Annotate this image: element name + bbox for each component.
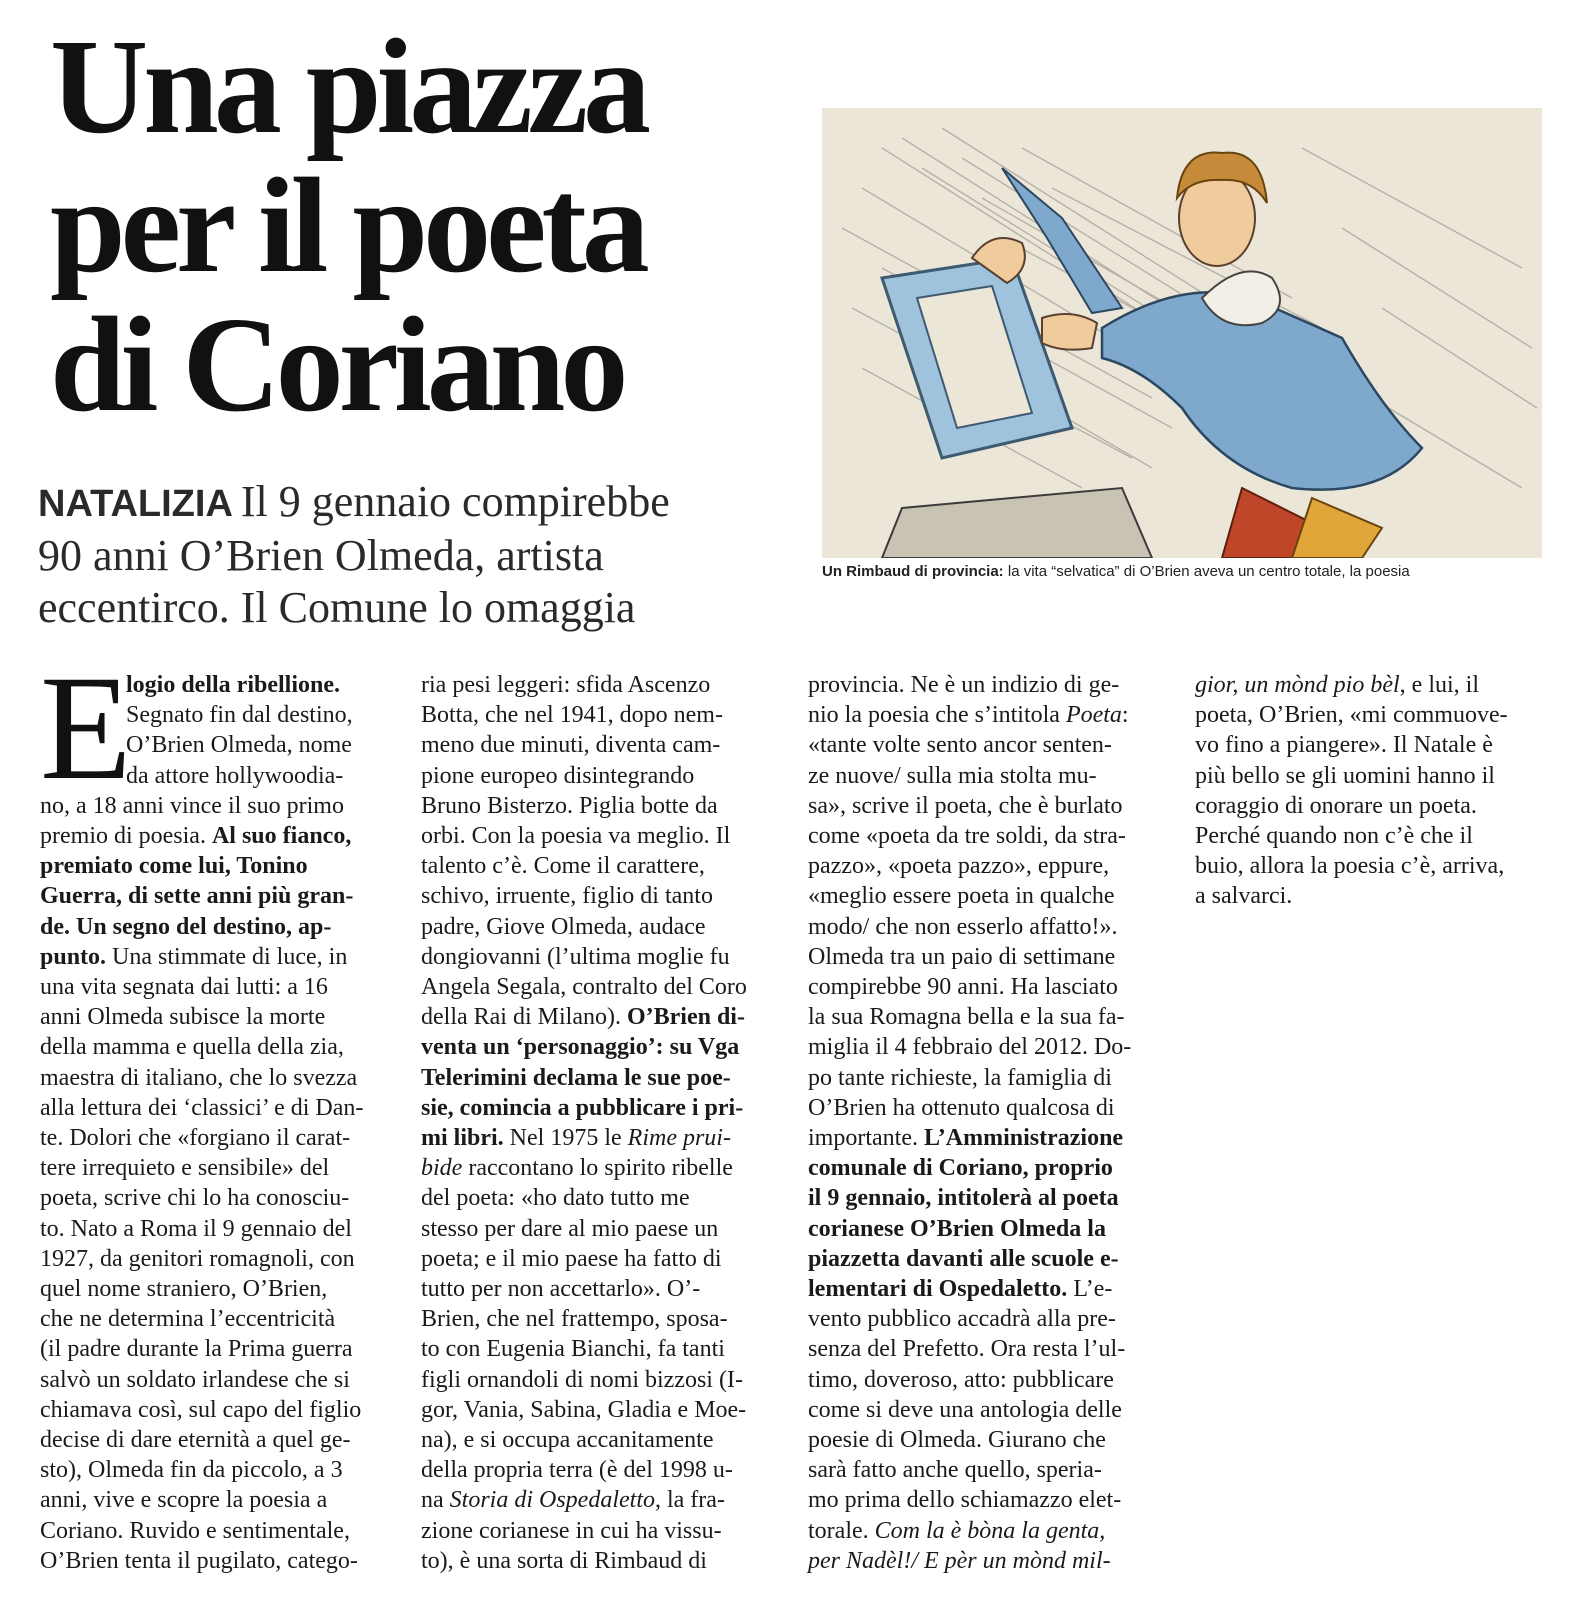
- text: poeta, scrive chi lo ha conosciu-: [40, 1185, 350, 1212]
- text: timo, doveroso, atto: pubblicare: [808, 1366, 1114, 1393]
- article-line: [421, 670, 763, 700]
- article-line: [40, 1546, 382, 1576]
- text: miglia il 4 febbraio del 2012. Do-: [808, 1034, 1132, 1061]
- article-line: [1195, 730, 1537, 760]
- article-line: [40, 881, 382, 911]
- text: tere irrequieto e sensibile» del: [40, 1155, 330, 1182]
- article-column-2: [421, 670, 763, 1576]
- text: una vita segnata dai lutti: a 16: [40, 974, 328, 1001]
- text: ze nuove/ sulla mia stolta mu-: [808, 762, 1097, 789]
- text: 1927, da genitori romagnoli, con: [40, 1245, 355, 1272]
- headline-line: Una piazza: [50, 12, 646, 162]
- article-line: [1195, 700, 1537, 730]
- text: tutto per non accettarlo». O’-: [421, 1276, 701, 1303]
- article-line: [421, 1183, 763, 1213]
- text: quel nome straniero, O’Brien,: [40, 1276, 328, 1303]
- article-line: [40, 1123, 382, 1153]
- article-line: [40, 1425, 382, 1455]
- text: Una stimmate di luce, in: [106, 943, 348, 970]
- article-line: [40, 1244, 382, 1274]
- article-line: [808, 1153, 1150, 1183]
- text: pazzo», «poeta pazzo», eppure,: [808, 853, 1110, 880]
- text: premio di poesia.: [40, 823, 212, 850]
- text: , la fra-: [654, 1487, 725, 1514]
- article-line: [808, 791, 1150, 821]
- article-line: [40, 912, 382, 942]
- bold-text: venta un ‘personaggio’: su Vga: [421, 1034, 740, 1061]
- text: chiamava così, sul capo del figlio: [40, 1396, 362, 1423]
- article-line: [421, 700, 763, 730]
- article-line: [808, 1183, 1150, 1213]
- article-line: [40, 1485, 382, 1515]
- article-line: [808, 1032, 1150, 1062]
- article-line: [421, 791, 763, 821]
- article-line: [808, 1093, 1150, 1123]
- article-line: [421, 1425, 763, 1455]
- rimbaud-illustration-icon: [822, 108, 1542, 558]
- article-line: [808, 1455, 1150, 1485]
- text: , e lui, il: [1399, 672, 1479, 698]
- text: mo prima dello schiamazzo elet-: [808, 1487, 1122, 1514]
- text: gor, Vania, Sabina, Gladia e Moe-: [421, 1396, 747, 1423]
- article-line: [808, 972, 1150, 1002]
- article-line: [808, 1214, 1150, 1244]
- text: come «poeta da tre soldi, da stra-: [808, 823, 1126, 850]
- article-line: [40, 761, 382, 791]
- text: «meglio essere poeta in qualche: [808, 883, 1115, 910]
- text: senza del Prefetto. Ora resta l’ul-: [808, 1336, 1126, 1363]
- text: Brien, che nel frattempo, sposa-: [421, 1306, 728, 1333]
- article-line: [421, 1395, 763, 1425]
- text: alla lettura dei ‘classici’ e di Dan-: [40, 1094, 364, 1121]
- text: na), e si occupa accanitamente: [421, 1427, 714, 1454]
- text: provincia. Ne è un indizio di ge-: [808, 672, 1120, 698]
- article-line: [40, 821, 382, 851]
- subhead-text: Il 9 gennaio compirebbe: [240, 477, 670, 526]
- article-line: [421, 851, 763, 881]
- text: la sua Romagna bella e la sua fa-: [808, 1004, 1125, 1031]
- text: anni, vive e scopre la poesia a: [40, 1487, 328, 1514]
- italic-text: Poeta: [1065, 702, 1122, 729]
- kicker: NATALIZIA: [38, 483, 233, 525]
- bold-text: punto.: [40, 943, 107, 970]
- article-line: [421, 1485, 763, 1515]
- article-line: [808, 881, 1150, 911]
- text: modo/ che non esserlo affatto!».: [808, 913, 1118, 940]
- article-line: [40, 1304, 382, 1334]
- bold-text: il 9 gennaio, intitolerà al poeta: [808, 1185, 1119, 1212]
- bold-text: sie, comincia a pubblicare i pri-: [421, 1094, 744, 1121]
- article-line: [40, 1063, 382, 1093]
- bold-text: logio della ribellione.: [126, 672, 340, 698]
- italic-text: Storia di Ospedaletto: [449, 1487, 655, 1514]
- article-line: [421, 821, 763, 851]
- subhead-line: eccentirco. Il Comune lo omaggia: [38, 583, 636, 632]
- italic-text: bide: [421, 1155, 463, 1182]
- text: anni Olmeda subisce la morte: [40, 1004, 326, 1031]
- text: Bruno Bisterzo. Piglia botte da: [421, 792, 718, 819]
- text: della Rai di Milano).: [421, 1004, 627, 1031]
- bold-text: O’Brien di-: [626, 1004, 745, 1031]
- article-line: [421, 1093, 763, 1123]
- article-line: [40, 700, 382, 730]
- article-line: [1195, 791, 1537, 821]
- text: a salvarci.: [1195, 883, 1293, 910]
- text: decise di dare eternità a quel ge-: [40, 1427, 351, 1454]
- article-line: [40, 851, 382, 881]
- subhead-line: [38, 476, 778, 530]
- bold-text: premiato come lui, Tonino: [40, 853, 308, 880]
- article-line: [40, 730, 382, 760]
- text: (il padre durante la Prima guerra: [40, 1336, 353, 1363]
- article-line: [40, 972, 382, 1002]
- text: Perché quando non c’è che il: [1195, 823, 1473, 850]
- bold-text: corianese O’Brien Olmeda la: [808, 1215, 1106, 1242]
- article-line: [40, 1274, 382, 1304]
- article-line: [40, 1002, 382, 1032]
- text: «tante volte sento ancor senten-: [808, 732, 1112, 759]
- article-line: [808, 730, 1150, 760]
- text: sarà fatto anche quello, speria-: [808, 1457, 1102, 1484]
- bold-text: Telerimini declama le sue poe-: [421, 1064, 731, 1091]
- article-line: [808, 1244, 1150, 1274]
- article-line: [808, 1063, 1150, 1093]
- article-line: [1195, 821, 1537, 851]
- text: dongiovanni (l’ultima moglie fu: [421, 943, 730, 970]
- italic-text: Com la è bòna la genta,: [874, 1517, 1106, 1544]
- article-line: [421, 730, 763, 760]
- caption-bold: Un Rimbaud di provincia:: [822, 563, 1004, 580]
- article-line: [1195, 761, 1537, 791]
- bold-text: L’Amministrazione: [923, 1125, 1124, 1152]
- text: te. Dolori che «forgiano il carat-: [40, 1125, 351, 1152]
- article-line: [421, 942, 763, 972]
- article-line: [421, 1274, 763, 1304]
- text: po tante richieste, la famiglia di: [808, 1064, 1112, 1091]
- article-line: [808, 1002, 1150, 1032]
- article-line: [421, 1365, 763, 1395]
- article-line: [808, 1485, 1150, 1515]
- text: O’Brien tenta il pugilato, catego-: [40, 1547, 358, 1574]
- subhead-line: 90 anni O’Brien Olmeda, artista: [38, 531, 604, 580]
- bold-text: lementari di Ospedaletto.: [808, 1276, 1068, 1303]
- text: salvò un soldato irlandese che si: [40, 1366, 350, 1393]
- article-line: [40, 791, 382, 821]
- text: coraggio di onorare un poeta.: [1195, 792, 1477, 819]
- text: talento c’è. Come il carattere,: [421, 853, 705, 880]
- article-line: [40, 942, 382, 972]
- article-line: [421, 1516, 763, 1546]
- bold-text: piazzetta davanti alle scuole e-: [808, 1245, 1119, 1272]
- bold-text: Al suo fianco,: [211, 823, 352, 850]
- text: to. Nato a Roma il 9 gennaio del: [40, 1215, 352, 1242]
- bold-text: comunale di Coriano, proprio: [808, 1155, 1113, 1182]
- text: compirebbe 90 anni. Ha lasciato: [808, 974, 1118, 1001]
- article-line: [421, 1032, 763, 1062]
- text: sa», scrive il poeta, che è burlato: [808, 792, 1123, 819]
- article-line: [40, 1214, 382, 1244]
- article-column-1: [40, 645, 382, 1576]
- text: na: [421, 1487, 450, 1514]
- article-line: [421, 1334, 763, 1364]
- article-line: [40, 1395, 382, 1425]
- article-line: [808, 851, 1150, 881]
- text: padre, Giove Olmeda, audace: [421, 913, 706, 940]
- text: Coriano. Ruvido e sentimentale,: [40, 1517, 350, 1544]
- text: stesso per dare al mio paese un: [421, 1215, 719, 1242]
- text: più bello se gli uomini hanno il: [1195, 762, 1495, 789]
- text: vento pubblico accadrà alla pre-: [808, 1306, 1116, 1333]
- text: no, a 18 anni vince il suo primo: [40, 792, 344, 819]
- article-line: [1195, 670, 1537, 700]
- article-line: [808, 912, 1150, 942]
- text: che ne determina l’eccentricità: [40, 1306, 336, 1333]
- text: to con Eugenia Bianchi, fa tanti: [421, 1336, 725, 1363]
- article-line: [40, 1032, 382, 1062]
- article-line: [421, 761, 763, 791]
- text: :: [1121, 702, 1129, 729]
- italic-text: Rime prui-: [627, 1125, 731, 1152]
- text: raccontano lo spirito ribelle: [462, 1155, 733, 1182]
- text: nio la poesia che s’intitola: [808, 702, 1066, 729]
- text: poeta; e il mio paese ha fatto di: [421, 1245, 722, 1272]
- text: O’Brien Olmeda, nome: [126, 732, 352, 759]
- text: Segnato fin dal destino,: [126, 702, 353, 729]
- article-line: [421, 912, 763, 942]
- article-line: [40, 670, 382, 700]
- text: zione corianese in cui ha vissu-: [421, 1517, 722, 1544]
- article-line: [421, 1123, 763, 1153]
- article-column-4: [1195, 670, 1537, 912]
- text: sto), Olmeda fin da piccolo, a 3: [40, 1457, 343, 1484]
- text: figli ornandoli di nomi bizzosi (I-: [421, 1366, 743, 1393]
- article-line: [808, 700, 1150, 730]
- text: schivo, irruente, figlio di tanto: [421, 883, 713, 910]
- article-line: [808, 1334, 1150, 1364]
- text: O’Brien ha ottenuto qualcosa di: [808, 1094, 1115, 1121]
- article-column-3: [808, 670, 1150, 1576]
- article-line: [40, 1455, 382, 1485]
- text: della propria terra (è del 1998 u-: [421, 1457, 733, 1484]
- text: maestra di italiano, che lo svezza: [40, 1064, 358, 1091]
- text: Botta, che nel 1941, dopo nem-: [421, 702, 723, 729]
- text: poeta, O’Brien, «mi commuove-: [1195, 702, 1508, 729]
- article-line: [421, 1304, 763, 1334]
- text: importante.: [808, 1125, 924, 1152]
- bold-text: de. Un segno del destino, ap-: [40, 913, 332, 940]
- subhead: [38, 476, 778, 634]
- article-line: [808, 1365, 1150, 1395]
- article-line: [421, 1063, 763, 1093]
- text: torale.: [808, 1517, 875, 1544]
- article-line: [808, 1123, 1150, 1153]
- text: to), è una sorta di Rimbaud di: [421, 1547, 707, 1574]
- article-line: [40, 1183, 382, 1213]
- text: Nel 1975 le: [503, 1125, 628, 1152]
- article-line: [421, 972, 763, 1002]
- article-line: [421, 1214, 763, 1244]
- text: L’e-: [1067, 1276, 1113, 1303]
- article-line: [421, 1153, 763, 1183]
- text: da attore hollywoodia-: [126, 762, 344, 789]
- text: buio, allora la poesia c’è, arriva,: [1195, 853, 1505, 880]
- article-line: [808, 1304, 1150, 1334]
- text: poesie di Olmeda. Giurano che: [808, 1427, 1106, 1454]
- article-line: [421, 1002, 763, 1032]
- bold-text: mi libri.: [421, 1125, 504, 1152]
- article-line: [40, 1365, 382, 1395]
- text: ria pesi leggeri: sfida Ascenzo: [421, 672, 711, 698]
- article-line: [421, 1455, 763, 1485]
- text: del poeta: «ho dato tutto me: [421, 1185, 690, 1212]
- article-line: [808, 1546, 1150, 1576]
- text: orbi. Con la poesia va meglio. Il: [421, 823, 731, 850]
- article-line: [808, 1395, 1150, 1425]
- bold-text: Guerra, di sette anni più gran-: [40, 883, 354, 910]
- photo-caption: [822, 563, 1562, 580]
- caption-text: la vita “selvatica” di O’Brien aveva un centro totale, la poesia: [1003, 563, 1410, 580]
- article-line: [808, 1274, 1150, 1304]
- article-line: [1195, 851, 1537, 881]
- article-line: [808, 821, 1150, 851]
- article-line: [421, 1546, 763, 1576]
- italic-text: gior, un mònd pio bèl: [1195, 672, 1400, 698]
- article-line: [40, 1516, 382, 1546]
- headline-line: per il poeta: [50, 151, 645, 301]
- article-line: [40, 1153, 382, 1183]
- headline: [50, 12, 810, 440]
- italic-text: per Nadèl!/ E pèr un mònd mil-: [808, 1547, 1111, 1574]
- article-line: [40, 1093, 382, 1123]
- article-line: [808, 942, 1150, 972]
- text: come si deve una antologia delle: [808, 1396, 1122, 1423]
- text: vo fino a piangere». Il Natale è: [1195, 732, 1493, 759]
- article-line: [808, 670, 1150, 700]
- text: Angela Segala, contralto del Coro: [421, 974, 747, 1001]
- illustration-svg: [822, 108, 1542, 558]
- article-line: [808, 761, 1150, 791]
- text: della mamma e quella della zia,: [40, 1034, 344, 1061]
- article-line: [1195, 881, 1537, 911]
- article-line: [808, 1425, 1150, 1455]
- text: pione europeo disintegrando: [421, 762, 695, 789]
- article-line: [421, 881, 763, 911]
- article-line: [40, 1334, 382, 1364]
- text: meno due minuti, diventa cam-: [421, 732, 721, 759]
- article-line: [808, 1516, 1150, 1546]
- headline-line: di Coriano: [50, 290, 624, 440]
- text: Olmeda tra un paio di settimane: [808, 943, 1116, 970]
- article-line: [421, 1244, 763, 1274]
- dropcap: E: [40, 645, 132, 811]
